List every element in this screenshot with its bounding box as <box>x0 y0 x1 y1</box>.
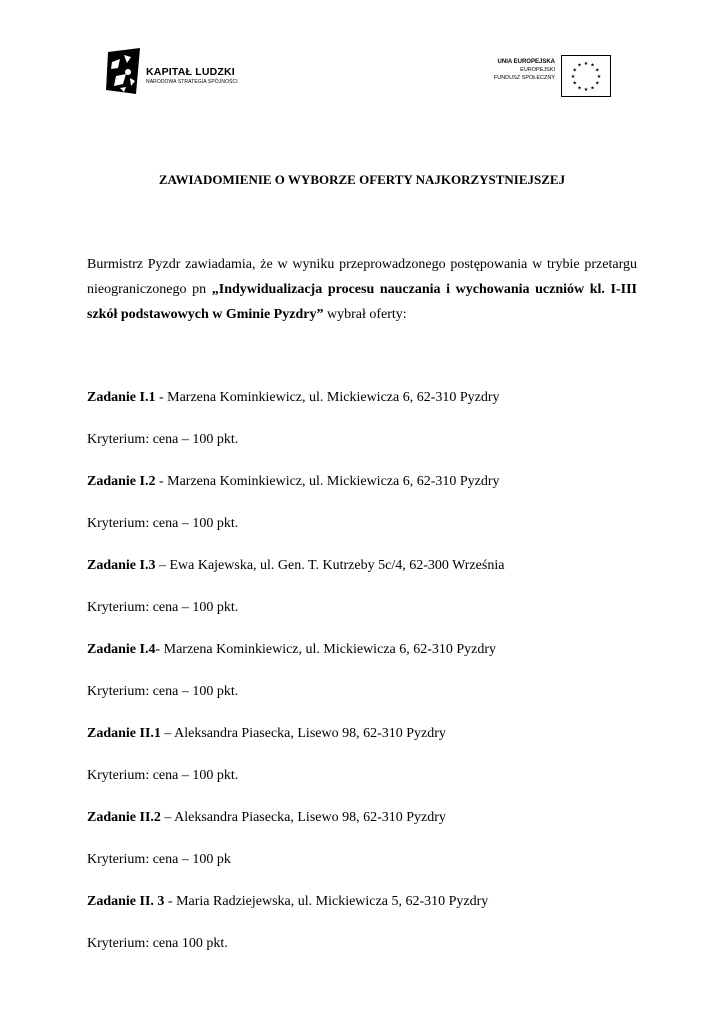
kapital-ludzki-logo <box>106 48 256 96</box>
task-label: Zadanie I.4 <box>87 642 156 657</box>
criterion-text: Kryterium: cena – 100 pkt. <box>87 600 239 615</box>
criterion-text: Kryterium: cena – 100 pkt. <box>87 768 239 783</box>
task-text: - Marzena Kominkiewicz, ul. Mickiewicza 6, 62-310 Pyzdry <box>155 390 500 405</box>
criterion-line <box>87 599 238 617</box>
criterion-line <box>87 515 238 533</box>
eu-flag-icon <box>561 55 611 97</box>
eu-star-icon: ★ <box>577 62 582 69</box>
eu-star-icon: ★ <box>570 74 576 80</box>
task-line <box>87 809 446 827</box>
intro-paragraph <box>87 252 637 327</box>
eu-star-icon: ★ <box>577 85 582 92</box>
criterion-text: Kryterium: cena – 100 pkt. <box>87 432 239 447</box>
task-label: Zadanie I.1 <box>87 390 156 405</box>
criterion-line <box>87 431 238 449</box>
eu-logo-text <box>494 58 555 82</box>
eu-logo-line2: EUROPEJSKI <box>520 67 555 73</box>
task-text: - Marzena Kominkiewicz, ul. Mickiewicza 6, 62-310 Pyzdry <box>155 474 500 489</box>
kapital-ludzki-subtitle: NARODOWA STRATEGIA SPÓJNOŚCI <box>146 79 238 85</box>
eu-star-icon: ★ <box>583 61 589 67</box>
task-line <box>87 893 488 911</box>
task-label: Zadanie I.2 <box>87 474 156 489</box>
eu-star-icon: ★ <box>595 80 600 87</box>
task-label: Zadanie I.3 <box>87 558 156 573</box>
eu-logo <box>470 52 615 98</box>
criterion-line <box>87 767 238 785</box>
kapital-ludzki-title: KAPITAŁ LUDZKI <box>146 66 235 78</box>
task-line <box>87 557 504 575</box>
task-text: – Ewa Kajewska, ul. Gen. T. Kutrzeby 5c/4, 62-300 Września <box>155 558 505 573</box>
kapital-ludzki-emblem-icon <box>106 48 142 94</box>
eu-star-icon: ★ <box>590 62 595 69</box>
eu-star-icon: ★ <box>572 80 577 87</box>
criterion-text: Kryterium: cena – 100 pkt. <box>87 684 239 699</box>
criterion-text: Kryterium: cena – 100 pkt. <box>87 516 239 531</box>
page-title: ZAWIADOMIENIE O WYBORZE OFERTY NAJKORZYSTNIEJSZEJ <box>158 172 566 187</box>
eu-star-icon: ★ <box>583 87 589 93</box>
eu-star-icon: ★ <box>572 67 577 74</box>
intro-text-suffix: wybrał oferty: <box>323 307 407 322</box>
task-line <box>87 389 500 407</box>
criterion-line <box>87 935 228 953</box>
eu-star-icon: ★ <box>596 74 602 80</box>
task-line <box>87 641 496 659</box>
task-label: Zadanie II.2 <box>87 810 161 825</box>
criterion-line <box>87 683 238 701</box>
eu-star-icon: ★ <box>595 67 600 74</box>
eu-logo-line3: FUNDUSZ SPOŁECZNY <box>493 75 555 81</box>
criterion-line <box>87 851 231 869</box>
task-text: - Marzena Kominkiewicz, ul. Mickiewicza 6, 62-310 Pyzdry <box>155 642 497 657</box>
task-text: – Aleksandra Piasecka, Lisewo 98, 62-310 Pyzdry <box>160 810 446 825</box>
task-text: - Maria Radziejewska, ul. Mickiewicza 5, 62-310 Pyzdry <box>164 894 489 909</box>
criterion-text: Kryterium: cena 100 pkt. <box>87 936 228 951</box>
intro-project-name: „Indywidualizacja procesu nauczania i wychowania uczniów kl. I-III szkół podstawowych w Gminie Pyzdry” <box>87 282 638 322</box>
task-text: – Aleksandra Piasecka, Lisewo 98, 62-310 Pyzdry <box>160 726 446 741</box>
task-label: Zadanie II.1 <box>87 726 161 741</box>
task-line <box>87 473 500 491</box>
task-line <box>87 725 446 743</box>
task-label: Zadanie II. 3 <box>87 894 165 909</box>
criterion-text: Kryterium: cena – 100 pk <box>87 852 231 867</box>
eu-logo-line1: UNIA EUROPEJSKA <box>497 59 555 65</box>
eu-star-icon: ★ <box>590 85 595 92</box>
intro-text-prefix: Burmistrz Pyzdr zawiadamia, że w wyniku przeprowadzonego postępowania w trybie przetargu nieograniczonego pn <box>87 257 637 297</box>
